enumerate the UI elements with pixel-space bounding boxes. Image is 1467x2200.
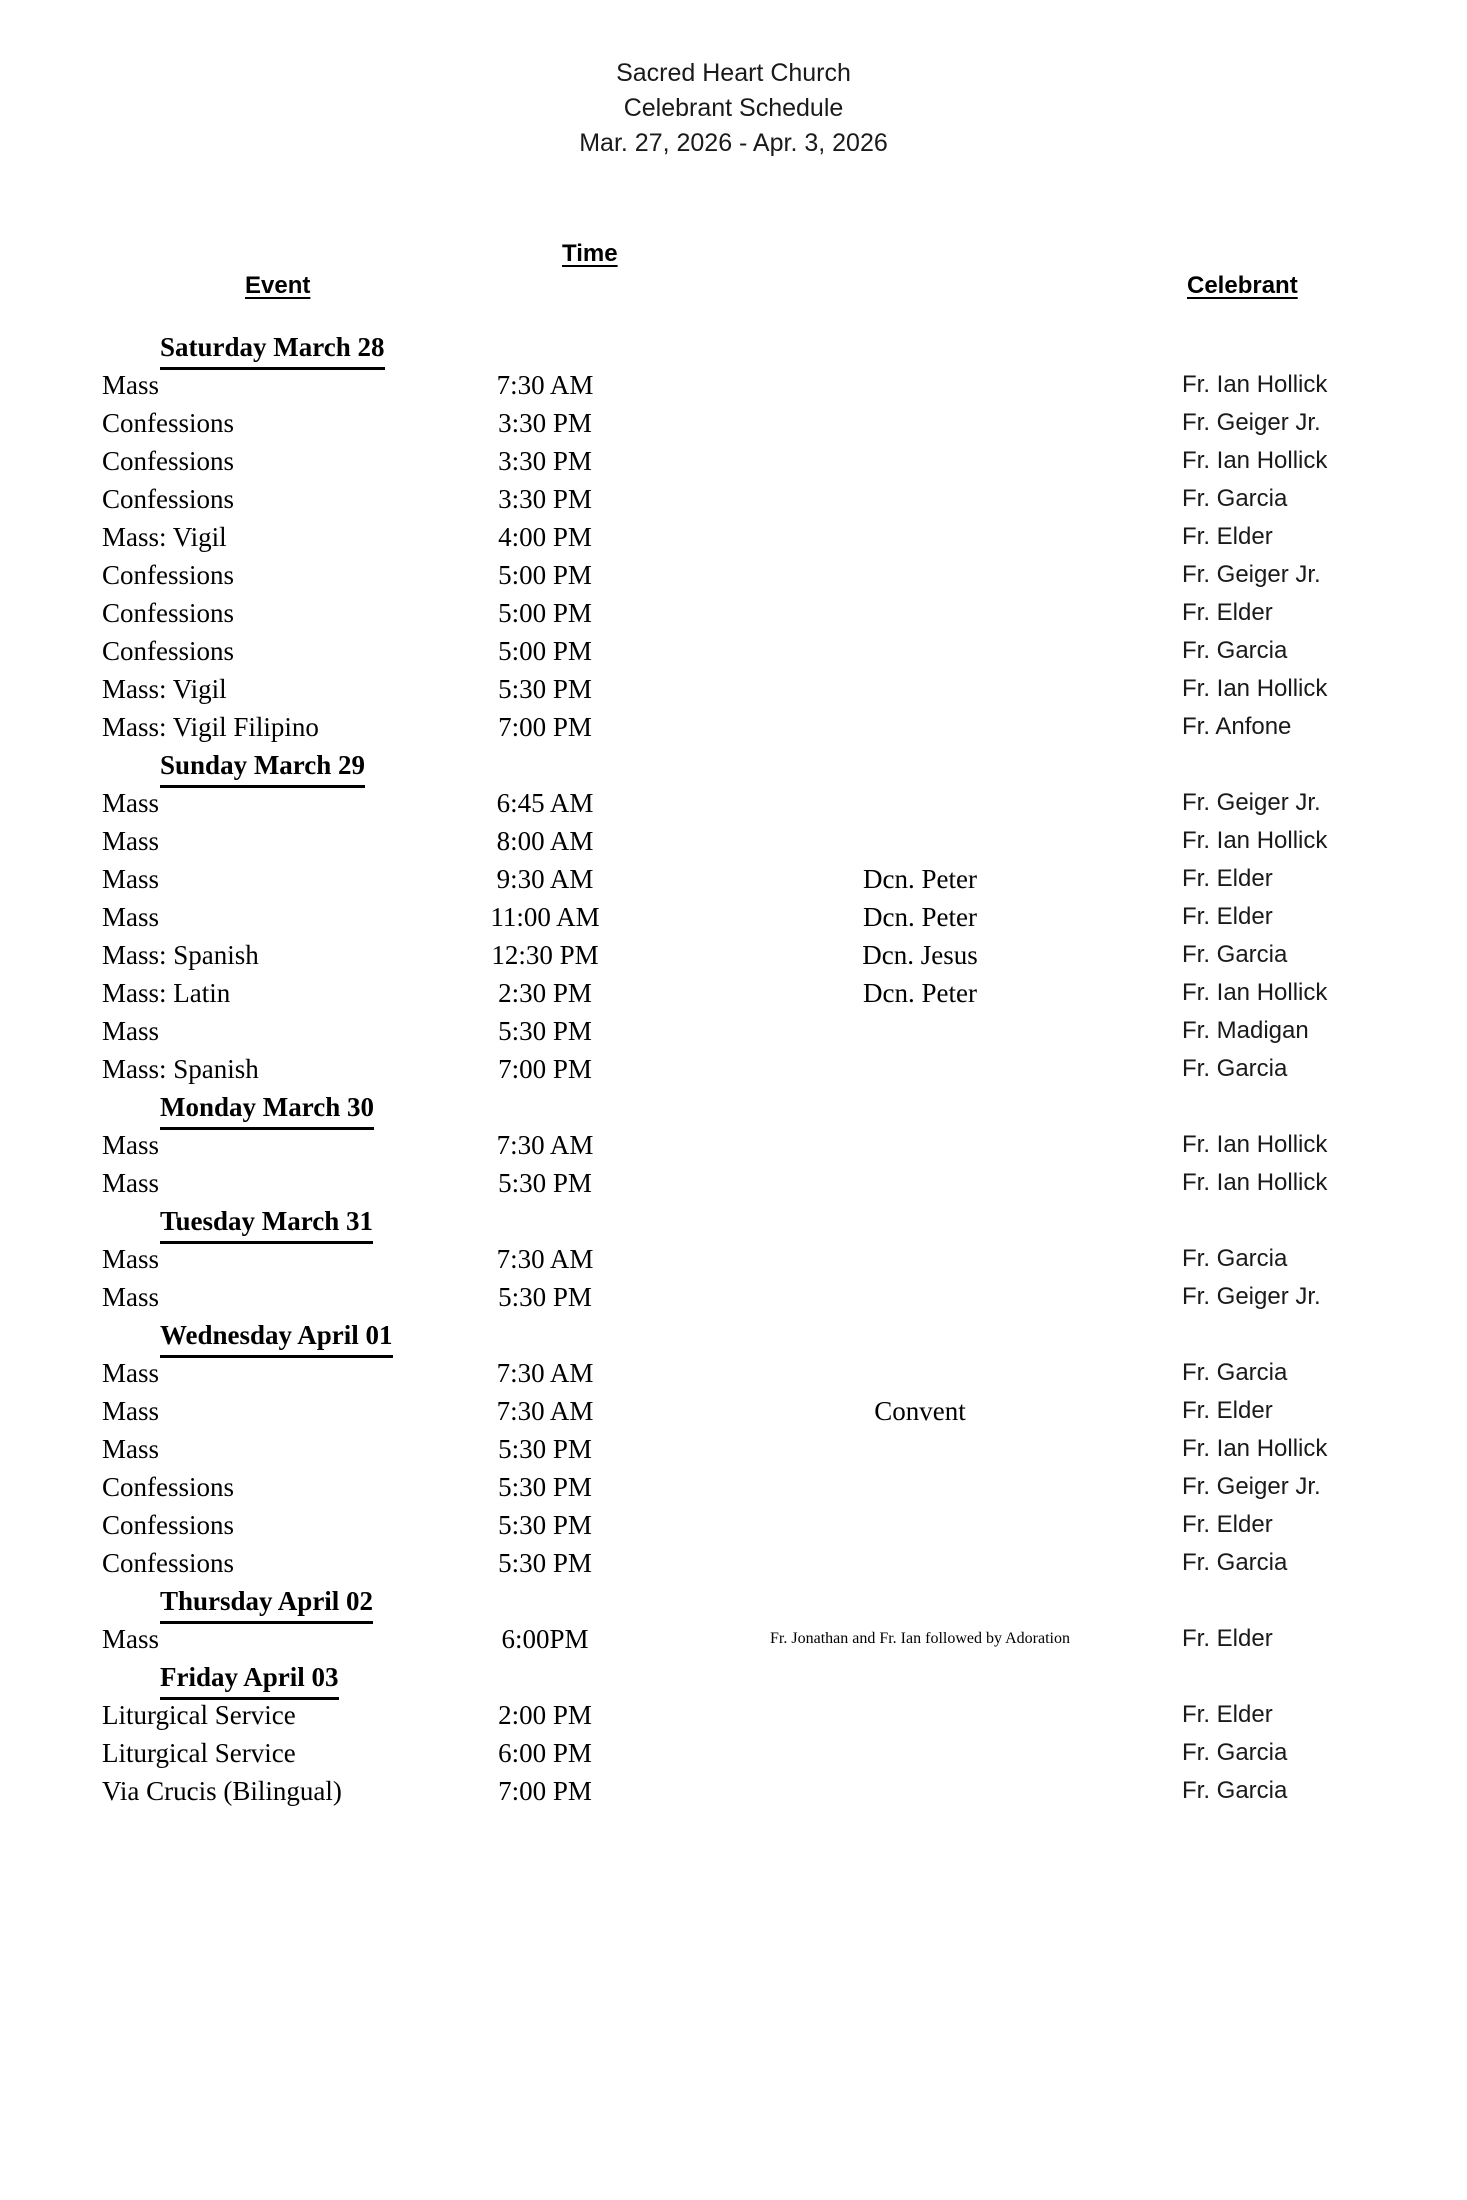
cell-celebrant: Fr. Garcia: [1182, 1245, 1288, 1272]
cell-time: 6:00 PM: [498, 1738, 592, 1768]
cell-event: Mass: [102, 1130, 160, 1160]
schedule-row: [0, 1430, 1467, 1468]
date-range: Mar. 27, 2026 - Apr. 3, 2026: [579, 129, 888, 157]
schedule-row: [0, 1772, 1467, 1810]
cell-time: 8:00 AM: [496, 826, 594, 856]
schedule-row: [0, 594, 1467, 632]
schedule-row: [0, 1164, 1467, 1202]
cell-event: Mass: [102, 826, 160, 856]
cell-note: Dcn. Jesus: [862, 940, 978, 970]
cell-time: 6:00PM: [501, 1624, 589, 1654]
cell-celebrant: Fr. Ian Hollick: [1182, 447, 1328, 474]
day-header: [0, 1582, 1467, 1620]
table-column-headers: [0, 240, 1467, 320]
cell-event: Mass: Vigil: [102, 674, 227, 704]
day-header: [0, 328, 1467, 366]
schedule-row: [0, 670, 1467, 708]
cell-event: Mass: [102, 370, 160, 400]
schedule-row: [0, 1354, 1467, 1392]
cell-event: Mass: Spanish: [102, 1054, 259, 1084]
cell-time: 7:00 PM: [498, 1776, 592, 1806]
schedule-table: [0, 328, 1467, 1810]
cell-celebrant: Fr. Geiger Jr.: [1182, 1283, 1321, 1310]
day-header-label: Sunday March 29: [160, 746, 365, 788]
cell-celebrant: Fr. Ian Hollick: [1182, 979, 1328, 1006]
cell-time: 3:30 PM: [498, 484, 592, 514]
cell-event: Confessions: [102, 484, 235, 514]
schedule-row: [0, 1620, 1467, 1658]
cell-time: 5:30 PM: [498, 1548, 592, 1578]
cell-time: 5:30 PM: [498, 1510, 592, 1540]
cell-celebrant: Fr. Elder: [1182, 1701, 1273, 1728]
day-header: [0, 1658, 1467, 1696]
schedule-row: [0, 784, 1467, 822]
schedule-row: [0, 632, 1467, 670]
cell-time: 7:30 AM: [496, 1244, 594, 1274]
cell-time: 5:00 PM: [498, 598, 592, 628]
day-header: [0, 1088, 1467, 1126]
cell-time: 5:30 PM: [498, 1016, 592, 1046]
cell-time: 9:30 AM: [496, 864, 594, 894]
cell-celebrant: Fr. Garcia: [1182, 1777, 1288, 1804]
cell-celebrant: Fr. Ian Hollick: [1182, 675, 1328, 702]
cell-event: Mass: Vigil: [102, 522, 227, 552]
cell-time: 2:30 PM: [498, 978, 592, 1008]
cell-time: 5:30 PM: [498, 1434, 592, 1464]
cell-celebrant: Fr. Elder: [1182, 1511, 1273, 1538]
document-type: Celebrant Schedule: [623, 94, 844, 122]
cell-event: Mass: [102, 1016, 160, 1046]
cell-note: Convent: [874, 1396, 966, 1426]
schedule-row: [0, 1126, 1467, 1164]
schedule-row: [0, 366, 1467, 404]
schedule-row: [0, 1506, 1467, 1544]
cell-celebrant: Fr. Ian Hollick: [1182, 1169, 1328, 1196]
cell-celebrant: Fr. Ian Hollick: [1182, 1435, 1328, 1462]
schedule-row: [0, 860, 1467, 898]
column-header-time: Time: [562, 240, 618, 267]
cell-time: 5:00 PM: [498, 636, 592, 666]
schedule-row: [0, 936, 1467, 974]
cell-celebrant: Fr. Elder: [1182, 599, 1273, 626]
cell-celebrant: Fr. Garcia: [1182, 941, 1288, 968]
cell-event: Confessions: [102, 598, 235, 628]
schedule-row: [0, 708, 1467, 746]
cell-celebrant: Fr. Elder: [1182, 523, 1273, 550]
column-header-celebrant: Celebrant: [1187, 272, 1298, 299]
day-header-label: Friday April 03: [160, 1658, 339, 1700]
cell-note: Dcn. Peter: [863, 864, 977, 894]
cell-event: Confessions: [102, 446, 235, 476]
schedule-row: [0, 1734, 1467, 1772]
schedule-row: [0, 556, 1467, 594]
cell-time: 5:30 PM: [498, 1282, 592, 1312]
cell-event: Mass: Latin: [102, 978, 231, 1008]
cell-event: Via Crucis (Bilingual): [102, 1776, 342, 1806]
day-header: [0, 746, 1467, 784]
cell-time: 7:30 AM: [496, 1130, 594, 1160]
cell-time: 5:00 PM: [498, 560, 592, 590]
cell-event: Confessions: [102, 560, 235, 590]
church-name: Sacred Heart Church: [616, 59, 851, 87]
cell-event: Mass: [102, 902, 160, 932]
column-header-event: Event: [245, 272, 311, 299]
cell-time: 5:30 PM: [498, 1168, 592, 1198]
cell-note-small: Fr. Jonathan and Fr. Ian followed by Adoration: [770, 1630, 1070, 1647]
cell-event: Mass: [102, 1244, 160, 1274]
cell-event: Confessions: [102, 1510, 235, 1540]
cell-time: 4:00 PM: [498, 522, 592, 552]
cell-time: 7:00 PM: [498, 1054, 592, 1084]
cell-event: Mass: Vigil Filipino: [102, 712, 319, 742]
cell-celebrant: Fr. Garcia: [1182, 1055, 1288, 1082]
cell-note: Dcn. Peter: [863, 978, 977, 1008]
cell-celebrant: Fr. Elder: [1182, 1397, 1273, 1424]
cell-time: 2:00 PM: [498, 1700, 592, 1730]
cell-event: Mass: [102, 1434, 160, 1464]
day-header-label: Wednesday April 01: [160, 1316, 393, 1358]
cell-celebrant: Fr. Garcia: [1182, 637, 1288, 664]
cell-celebrant: Fr. Garcia: [1182, 1359, 1288, 1386]
schedule-row: [0, 1012, 1467, 1050]
schedule-row: [0, 518, 1467, 556]
day-header: [0, 1316, 1467, 1354]
cell-event: Mass: [102, 1624, 160, 1654]
cell-time: 5:30 PM: [498, 1472, 592, 1502]
cell-time: 5:30 PM: [498, 674, 592, 704]
schedule-row: [0, 1240, 1467, 1278]
cell-celebrant: Fr. Geiger Jr.: [1182, 789, 1321, 816]
cell-celebrant: Fr. Geiger Jr.: [1182, 409, 1321, 436]
cell-event: Mass: Spanish: [102, 940, 259, 970]
day-header-label: Tuesday March 31: [160, 1202, 373, 1244]
cell-time: 3:30 PM: [498, 446, 592, 476]
cell-note: Dcn. Peter: [863, 902, 977, 932]
schedule-row: [0, 1050, 1467, 1088]
cell-time: 11:00 AM: [490, 902, 600, 932]
schedule-row: [0, 1392, 1467, 1430]
day-header-label: Monday March 30: [160, 1088, 374, 1130]
cell-event: Confessions: [102, 636, 235, 666]
cell-time: 12:30 PM: [491, 940, 599, 970]
cell-event: Mass: [102, 1358, 160, 1388]
document-header: [0, 56, 1467, 161]
cell-time: 3:30 PM: [498, 408, 592, 438]
day-header: [0, 1202, 1467, 1240]
schedule-row: [0, 442, 1467, 480]
cell-time: 6:45 AM: [496, 788, 594, 818]
cell-event: Confessions: [102, 1472, 235, 1502]
cell-event: Liturgical Service: [102, 1700, 296, 1730]
cell-celebrant: Fr. Garcia: [1182, 485, 1288, 512]
cell-celebrant: Fr. Elder: [1182, 865, 1273, 892]
cell-time: 7:30 AM: [496, 1396, 594, 1426]
cell-event: Mass: [102, 1396, 160, 1426]
cell-event: Mass: [102, 1168, 160, 1198]
cell-event: Confessions: [102, 1548, 235, 1578]
schedule-row: [0, 1696, 1467, 1734]
cell-time: 7:30 AM: [496, 1358, 594, 1388]
schedule-row: [0, 898, 1467, 936]
cell-time: 7:30 AM: [496, 370, 594, 400]
cell-event: Mass: [102, 864, 160, 894]
schedule-row: [0, 404, 1467, 442]
cell-celebrant: Fr. Elder: [1182, 903, 1273, 930]
cell-event: Mass: [102, 788, 160, 818]
cell-celebrant: Fr. Geiger Jr.: [1182, 561, 1321, 588]
schedule-row: [0, 1468, 1467, 1506]
schedule-row: [0, 1544, 1467, 1582]
cell-event: Liturgical Service: [102, 1738, 296, 1768]
cell-celebrant: Fr. Garcia: [1182, 1549, 1288, 1576]
day-header-label: Saturday March 28: [160, 328, 385, 370]
cell-celebrant: Fr. Garcia: [1182, 1739, 1288, 1766]
schedule-row: [0, 1278, 1467, 1316]
cell-event: Mass: [102, 1282, 160, 1312]
day-header-label: Thursday April 02: [160, 1582, 373, 1624]
schedule-row: [0, 480, 1467, 518]
cell-celebrant: Fr. Madigan: [1182, 1017, 1309, 1044]
cell-celebrant: Fr. Elder: [1182, 1625, 1273, 1652]
cell-celebrant: Fr. Anfone: [1182, 713, 1292, 740]
cell-celebrant: Fr. Ian Hollick: [1182, 827, 1328, 854]
cell-celebrant: Fr. Ian Hollick: [1182, 371, 1328, 398]
cell-celebrant: Fr. Geiger Jr.: [1182, 1473, 1321, 1500]
schedule-row: [0, 822, 1467, 860]
cell-celebrant: Fr. Ian Hollick: [1182, 1131, 1328, 1158]
cell-event: Confessions: [102, 408, 235, 438]
schedule-row: [0, 974, 1467, 1012]
cell-time: 7:00 PM: [498, 712, 592, 742]
